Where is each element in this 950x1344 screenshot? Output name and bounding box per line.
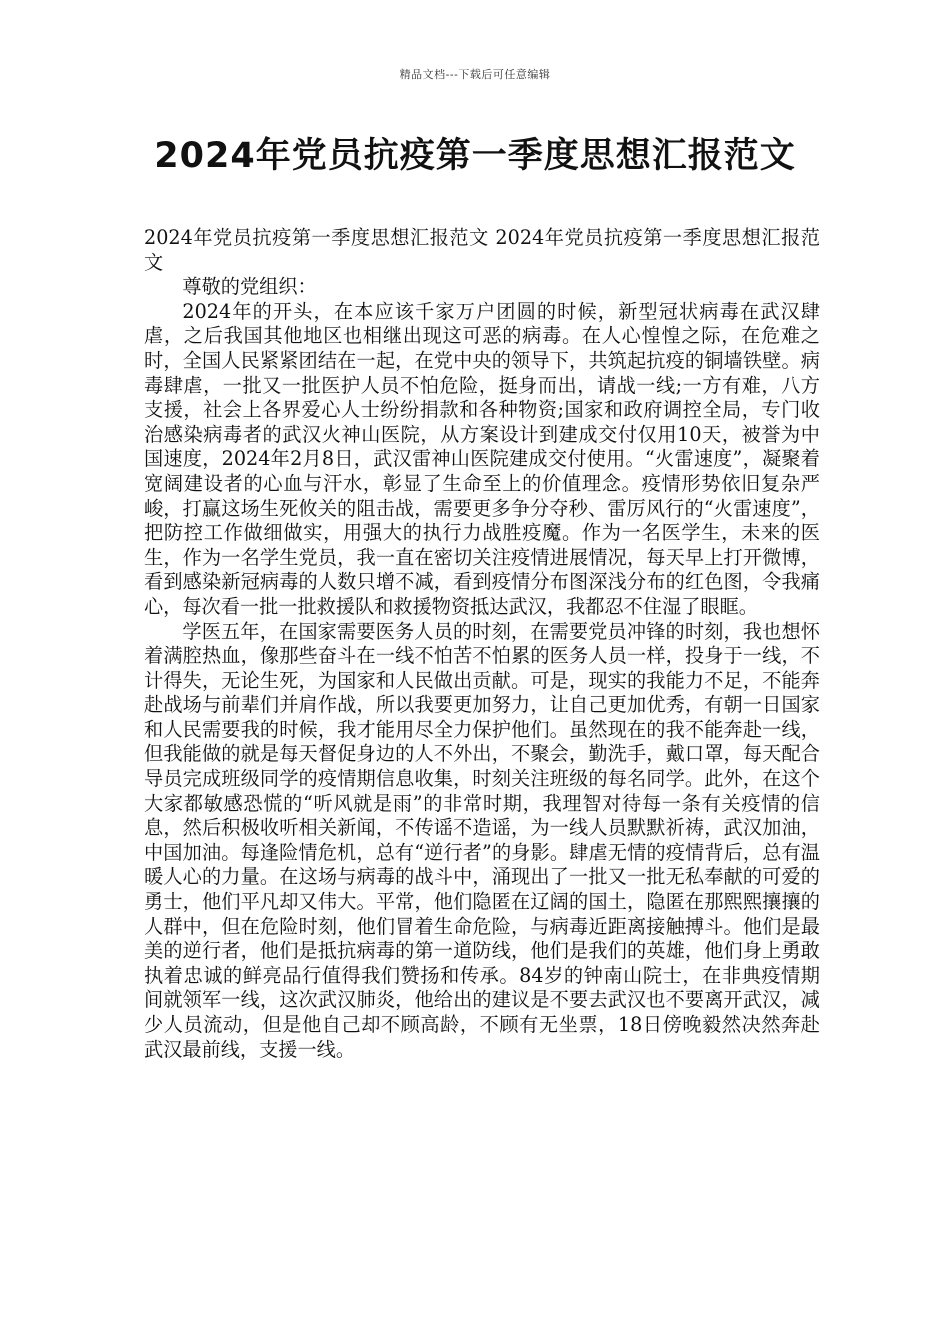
paragraph-salutation: 尊敬的党组织： xyxy=(182,275,317,299)
paragraph-repeated-title: 2024年党员抗疫第一季度思想汇报范文 2024年党员抗疫第一季度思想汇报范文 xyxy=(144,226,820,274)
page-title: 2024年党员抗疫第一季度思想汇报范文 xyxy=(154,136,796,176)
paragraph-body-2: 学医五年，在国家需要医务人员的时刻，在需要党员冲锋的时刻，我也想怀着满腔热血，像那些奋斗在一线不怕苦不怕累的医务人员一样，投身于一线，不计得失，无论生死，为国家和人民做出贡献。可是，现实的我能力不足，不能奔赴战场与前辈们并肩作战，所以我要更加努力，让自己更加优秀，有朝一日国家和人民需要我的时候，我才能用尽全力保护他们。虽然现在的我不能奔赴一线，但我能做的就是每天督促身边的人不外出，不聚会，勤洗手，戴口罩，每天配合导员完成班级同学的疫情期信息收集，时刻关注班级的每名同学。此外，在这个大家都敏感恐慌的“听风就是雨”的非常时期，我理智对待每一条有关疫情的信息，然后积极收听相关新闻，不传谣不造谣，为一线人员默默祈祷，武汉加油，中国加油。每逢险情危机，总有“逆行者”的身影。肆虐无情的疫情背后，总有温暖人心的力量。在这场与病毒的战斗中，涌现出了一批又一批无私奉献的可爱的勇士，他们平凡却又伟大。平常，他们隐匿在辽阔的国土，隐匿在那熙熙攘攘的人群中，但在危险时刻，他们冒着生命危险，与病毒近距离接触搏斗。他们是最美的逆行者，他们是抵抗病毒的第一道防线，他们是我们的英雄，他们身上勇敢执着忠诚的鲜亮品行值得我们赞扬和传承。84岁的钟南山院士，在非典疫情期间就领军一线，这次武汉肺炎，他给出的建议是不要去武汉也不要离开武汉，减少人员流动，但是他自己却不顾高龄，不顾有无坐票，18日傍晚毅然决然奔赴武汉最前线，支援一线。 xyxy=(144,619,820,1061)
document-body xyxy=(144,226,820,1062)
header-note: 精品文档---下载后可任意编辑 xyxy=(399,68,551,81)
paragraph-body-1: 2024年的开头，在本应该千家万户团圆的时候，新型冠状病毒在武汉肆虐，之后我国其他地区也相继出现这可恶的病毒。在人心惶惶之际，在危难之时，全国人民紧紧团结在一起，在党中央的领导下，共筑起抗疫的铜墙铁壁。病毒肆虐，一批又一批医护人员不怕危险，挺身而出，请战一线;一方有难，八方支援，社会上各界爱心人士纷纷捐款和各种物资;国家和政府调控全局，专门收治感染病毒者的武汉火神山医院，从方案设计到建成交付仅用10天，被誉为中国速度，2024年2月8日，武汉雷神山医院建成交付使用。“火雷速度”，凝聚着宽阔建设者的心血与汗水，彰显了生命至上的价值理念。疫情形势依旧复杂严峻，打赢这场生死攸关的阻击战，需要更多争分夺秒、雷厉风行的“火雷速度”，把防控工作做细做实，用强大的执行力战胜疫魔。作为一名医学生，未来的医生，作为一名学生党员，我一直在密切关注疫情进展情况，每天早上打开微博，看到感染新冠病毒的人数只增不减，看到疫情分布图深浅分布的红色图，令我痛心，每次看一批一批救援队和救援物资抵达武汉，我都忍不住湿了眼眶。 xyxy=(144,299,820,618)
